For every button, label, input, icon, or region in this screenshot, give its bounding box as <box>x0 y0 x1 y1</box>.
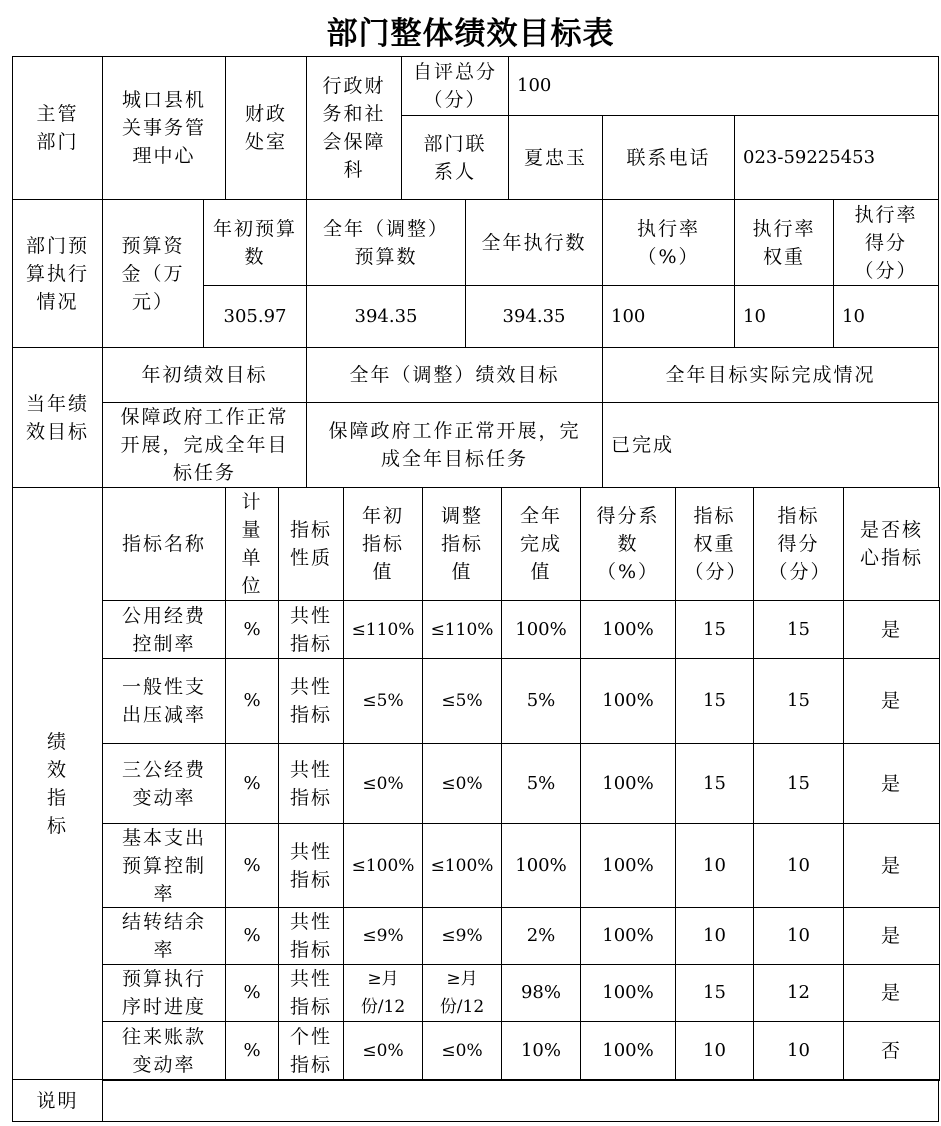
indicator-row-1-col-1-cell <box>102 600 226 659</box>
indicator-row-5-col-9: 10 <box>787 925 810 946</box>
indicator-row-4-col-6: 100% <box>515 854 567 876</box>
self-score-label: 自评总分（分） <box>412 61 497 111</box>
indicator-header-cell <box>102 487 226 601</box>
goals-header-cell <box>102 347 307 403</box>
indicator-row-7-col-5-cell <box>422 1021 502 1081</box>
indicator-row-4-col-7-cell <box>580 823 676 908</box>
note-value-cell <box>102 1079 939 1122</box>
indicator-row-6-col-1: 预算执行序时进度 <box>121 968 206 1018</box>
budget-value: 100 <box>611 305 646 327</box>
budget-value: 10 <box>743 305 766 327</box>
indicator-row-7-col-7-cell <box>580 1021 676 1081</box>
indicator-row-7-col-7: 100% <box>602 1040 654 1061</box>
indicator-row-3-col-2: % <box>243 772 261 794</box>
budget-header: 执行率（%） <box>636 217 700 268</box>
indicator-row-5-col-4: ≤9% <box>362 926 404 946</box>
office-label: 财政处室 <box>244 103 287 153</box>
indicator-row-7-col-9-cell <box>753 1021 844 1081</box>
indicator-row-7-col-2: % <box>243 1040 261 1061</box>
indicator-row-6-col-7-cell <box>580 964 676 1022</box>
indicator-row-4-col-8-cell <box>675 823 754 908</box>
indicator-row-6-col-10-cell <box>843 964 940 1022</box>
indicator-row-3-col-8-cell <box>675 743 754 824</box>
indicator-row-2-col-5-cell <box>422 658 502 744</box>
indicator-row-1-col-7: 100% <box>602 618 654 640</box>
indicator-row-5-col-6: 2% <box>526 925 556 946</box>
indicator-row-1-col-5: ≤110% <box>430 619 494 640</box>
indicator-row-6-col-1-cell <box>102 964 226 1022</box>
indicator-row-3-col-6: 5% <box>526 772 556 794</box>
indicator-row-3-col-10-cell <box>843 743 940 824</box>
indicator-row-6-col-4: ≥月份/12 <box>360 969 406 1017</box>
indicator-row-6-col-6-cell <box>501 964 581 1022</box>
indicator-row-7-col-3-cell <box>278 1021 344 1081</box>
budget-header-cell <box>306 199 466 286</box>
contact-value-cell <box>508 115 603 200</box>
goals-section-cell <box>12 347 103 488</box>
indicator-row-1-col-8: 15 <box>703 618 726 640</box>
indicator-row-5-col-9-cell <box>753 907 844 965</box>
indicator-header: 指标权重（分） <box>684 505 748 583</box>
budget-header: 年初预算数 <box>212 217 297 268</box>
indicator-row-3-col-3-cell <box>278 743 344 824</box>
budget-funds-label: 预算资金（万元） <box>121 234 185 313</box>
indicators-section-cell <box>12 487 103 1080</box>
indicator-row-6-col-9: 12 <box>787 982 810 1003</box>
indicator-row-1-col-8-cell <box>675 600 754 659</box>
indicator-row-5-col-6-cell <box>501 907 581 965</box>
goals-value: 保障政府工作正常开展，完成全年目标任务 <box>120 406 289 484</box>
indicator-row-2-col-2: % <box>243 690 261 711</box>
indicator-row-4-col-9: 10 <box>787 854 810 876</box>
goals-header-cell <box>306 347 603 403</box>
dept-label: 主管部门 <box>36 103 79 153</box>
indicator-row-7-col-4: ≤0% <box>362 1041 404 1061</box>
phone-label-cell <box>602 115 735 200</box>
indicator-row-3-col-9: 15 <box>787 772 810 794</box>
indicator-row-5-col-7-cell <box>580 907 676 965</box>
indicator-row-1-col-5-cell <box>422 600 502 659</box>
goals-value-cell <box>602 402 939 488</box>
indicator-row-4-col-7: 100% <box>602 854 654 876</box>
indicator-header: 是否核心指标 <box>859 519 923 569</box>
budget-value-cell <box>306 285 466 348</box>
indicator-row-1-col-2-cell <box>225 600 279 659</box>
budget-header: 执行率权重 <box>752 217 816 268</box>
indicator-row-7-col-10-cell <box>843 1021 940 1081</box>
indicator-row-7-col-4-cell <box>343 1021 423 1081</box>
goals-section-label: 当年绩效目标 <box>25 392 89 443</box>
indicator-row-5-col-7: 100% <box>602 925 654 946</box>
indicator-row-7-col-1-cell <box>102 1021 226 1081</box>
indicator-row-4-col-1: 基本支出预算控制率 <box>121 826 206 905</box>
indicator-row-2-col-3-cell <box>278 658 344 744</box>
indicator-header: 计量单位 <box>241 491 263 597</box>
indicator-row-3-col-2-cell <box>225 743 279 824</box>
indicator-row-5-col-1: 结转结余率 <box>121 911 206 961</box>
indicator-row-5-col-2-cell <box>225 907 279 965</box>
indicator-row-2-col-5: ≤5% <box>441 691 483 711</box>
indicator-row-2-col-7: 100% <box>602 690 654 711</box>
budget-header: 执行率得分（分） <box>854 203 918 282</box>
indicator-header: 得分系数（%） <box>596 505 660 583</box>
indicator-row-5-col-8-cell <box>675 907 754 965</box>
budget-value-cell <box>602 285 735 348</box>
dept-value: 城口县机关事务管理中心 <box>121 89 206 167</box>
indicator-row-2-col-9-cell <box>753 658 844 744</box>
indicator-header: 指标得分（分） <box>768 505 832 583</box>
budget-value-cell <box>734 285 834 348</box>
indicator-row-1-col-1: 公用经费控制率 <box>121 604 206 655</box>
indicator-row-1-col-10: 是 <box>880 618 902 641</box>
indicator-header-cell <box>422 487 502 601</box>
budget-header: 全年（调整）预算数 <box>322 217 449 268</box>
indicator-row-3-col-4: ≤0% <box>362 773 404 794</box>
indicator-row-7-col-9: 10 <box>787 1040 810 1061</box>
indicator-row-3-col-6-cell <box>501 743 581 824</box>
indicator-row-3-col-5-cell <box>422 743 502 824</box>
indicator-row-1-col-3-cell <box>278 600 344 659</box>
indicator-row-6-col-5-cell <box>422 964 502 1022</box>
indicator-row-1-col-6: 100% <box>515 618 567 640</box>
budget-value-cell <box>203 285 307 348</box>
page-title: 部门整体绩效目标表 <box>326 16 615 52</box>
indicator-row-1-col-9: 15 <box>787 618 810 640</box>
indicator-row-2-col-8-cell <box>675 658 754 744</box>
indicator-row-7-col-6-cell <box>501 1021 581 1081</box>
indicator-row-4-col-5: ≤100% <box>430 855 494 876</box>
phone-value-cell <box>734 115 939 200</box>
budget-section-label: 部门预算执行情况 <box>25 234 89 313</box>
dept-label-cell <box>12 56 103 200</box>
indicator-row-2-col-6: 5% <box>526 690 556 711</box>
budget-section-cell <box>12 199 103 348</box>
indicator-row-4-col-6-cell <box>501 823 581 908</box>
indicator-row-6-col-7: 100% <box>602 982 654 1003</box>
indicator-row-4-col-5-cell <box>422 823 502 908</box>
indicator-header: 年初指标值 <box>361 505 404 583</box>
indicator-row-6-col-2-cell <box>225 964 279 1022</box>
indicator-row-7-col-2-cell <box>225 1021 279 1081</box>
indicator-row-3-col-3: 共性指标 <box>289 758 332 809</box>
indicator-row-6-col-2: % <box>243 982 261 1003</box>
indicator-row-4-col-10-cell <box>843 823 940 908</box>
indicator-row-4-col-4: ≤100% <box>351 855 415 876</box>
indicator-header-cell <box>580 487 676 601</box>
budget-header-cell <box>203 199 307 286</box>
indicator-row-6-col-4-cell <box>343 964 423 1022</box>
indicator-row-1-col-2: % <box>243 618 261 640</box>
indicator-row-3-col-8: 15 <box>703 772 726 794</box>
indicator-row-5-col-2: % <box>243 925 261 946</box>
goals-value: 保障政府工作正常开展，完成全年目标任务 <box>328 420 581 470</box>
indicator-row-4-col-2-cell <box>225 823 279 908</box>
indicator-row-2-col-3: 共性指标 <box>289 676 332 726</box>
indicator-row-4-col-3-cell <box>278 823 344 908</box>
goals-header-cell <box>602 347 939 403</box>
budget-value-cell <box>833 285 939 348</box>
indicator-row-3-col-7-cell <box>580 743 676 824</box>
indicator-row-2-col-1: 一般性支出压减率 <box>121 676 206 726</box>
indicator-row-7-col-3: 个性指标 <box>289 1026 332 1076</box>
phone-label: 联系电话 <box>626 146 711 169</box>
indicator-header-cell <box>343 487 423 601</box>
indicator-row-4-col-8: 10 <box>703 854 726 876</box>
budget-value: 394.35 <box>502 305 566 327</box>
indicator-row-3-col-10: 是 <box>880 772 902 795</box>
indicator-row-5-col-5: ≤9% <box>441 926 483 946</box>
indicator-row-2-col-1-cell <box>102 658 226 744</box>
goals-header: 全年（调整）绩效目标 <box>349 364 560 386</box>
indicator-row-7-col-1: 往来账款变动率 <box>121 1026 206 1076</box>
indicator-header-cell <box>753 487 844 601</box>
indicator-row-3-col-9-cell <box>753 743 844 824</box>
indicator-row-2-col-2-cell <box>225 658 279 744</box>
office-value-cell <box>306 56 402 200</box>
indicator-header: 指标性质 <box>289 519 332 569</box>
indicator-row-3-col-5: ≤0% <box>441 773 483 794</box>
self-score-value-cell <box>508 56 939 116</box>
indicator-row-3-col-1-cell <box>102 743 226 824</box>
indicator-row-7-col-8-cell <box>675 1021 754 1081</box>
office-value: 行政财务和社会保障科 <box>322 75 386 181</box>
indicator-row-7-col-10: 否 <box>880 1040 902 1062</box>
goals-value-cell <box>306 402 603 488</box>
goals-header: 全年目标实际完成情况 <box>665 364 876 386</box>
indicator-row-2-col-10: 是 <box>880 690 902 712</box>
indicator-header-cell <box>278 487 344 601</box>
indicator-row-2-col-9: 15 <box>787 690 810 711</box>
indicator-row-6-col-8: 15 <box>703 982 726 1003</box>
indicator-header-cell <box>843 487 940 601</box>
indicator-row-1-col-9-cell <box>753 600 844 659</box>
indicator-row-1-col-7-cell <box>580 600 676 659</box>
indicator-row-3-col-7: 100% <box>602 772 654 794</box>
note-label: 说明 <box>36 1089 79 1112</box>
budget-value-cell <box>465 285 603 348</box>
indicator-header: 全年完成值 <box>519 505 562 583</box>
indicator-row-6-col-5: ≥月份/12 <box>439 969 485 1017</box>
phone-value: 023-59225453 <box>743 146 876 168</box>
contact-label-cell <box>401 115 509 200</box>
indicator-row-2-col-4: ≤5% <box>362 691 404 711</box>
indicator-row-6-col-6: 98% <box>520 982 561 1003</box>
indicator-row-1-col-4-cell <box>343 600 423 659</box>
budget-header-cell <box>833 199 939 286</box>
budget-value: 305.97 <box>223 305 287 327</box>
indicator-row-7-col-6: 10% <box>520 1040 561 1061</box>
indicator-row-6-col-9-cell <box>753 964 844 1022</box>
indicator-row-5-col-8: 10 <box>703 925 726 946</box>
indicator-row-7-col-8: 10 <box>703 1040 726 1061</box>
indicator-row-5-col-4-cell <box>343 907 423 965</box>
self-score-value: 100 <box>517 75 552 96</box>
indicator-row-4-col-10: 是 <box>880 854 902 877</box>
indicator-row-3-col-1: 三公经费变动率 <box>121 758 206 809</box>
indicator-row-2-col-8: 15 <box>703 690 726 711</box>
goals-header: 年初绩效目标 <box>141 364 268 386</box>
indicator-row-2-col-6-cell <box>501 658 581 744</box>
indicator-row-7-col-5: ≤0% <box>441 1041 483 1061</box>
indicator-header: 指标名称 <box>121 533 206 555</box>
indicator-row-1-col-6-cell <box>501 600 581 659</box>
indicator-row-1-col-3: 共性指标 <box>289 604 332 655</box>
self-score-label-cell <box>401 56 509 116</box>
indicator-row-6-col-3: 共性指标 <box>289 968 332 1018</box>
indicator-row-4-col-2: % <box>243 854 261 876</box>
goals-value-cell <box>102 402 307 488</box>
indicator-row-6-col-10: 是 <box>880 982 902 1004</box>
indicator-row-5-col-3-cell <box>278 907 344 965</box>
indicator-row-1-col-10-cell <box>843 600 940 659</box>
budget-header-cell <box>602 199 735 286</box>
budget-funds-cell <box>102 199 204 348</box>
contact-label: 部门联系人 <box>423 132 487 183</box>
indicator-row-6-col-3-cell <box>278 964 344 1022</box>
budget-header-cell <box>734 199 834 286</box>
budget-value: 394.35 <box>354 305 418 327</box>
budget-header-cell <box>465 199 603 286</box>
indicator-row-1-col-4: ≤110% <box>351 619 415 640</box>
budget-header: 全年执行数 <box>481 231 587 254</box>
indicator-row-5-col-10-cell <box>843 907 940 965</box>
indicator-row-4-col-3: 共性指标 <box>289 840 332 891</box>
indicator-header-cell <box>225 487 279 601</box>
indicator-row-4-col-1-cell <box>102 823 226 908</box>
indicator-header: 调整指标值 <box>440 505 483 583</box>
contact-value: 夏忠玉 <box>523 146 587 169</box>
indicator-row-6-col-8-cell <box>675 964 754 1022</box>
indicator-row-5-col-3: 共性指标 <box>289 911 332 961</box>
dept-value-cell <box>102 56 226 200</box>
indicator-row-5-col-1-cell <box>102 907 226 965</box>
indicator-row-2-col-7-cell <box>580 658 676 744</box>
indicator-row-4-col-4-cell <box>343 823 423 908</box>
indicators-section-label: 绩效指标 <box>46 730 68 837</box>
office-label-cell <box>225 56 307 200</box>
indicator-row-4-col-9-cell <box>753 823 844 908</box>
goals-value: 已完成 <box>611 434 675 456</box>
note-label-cell <box>12 1079 103 1122</box>
budget-value: 10 <box>842 305 865 327</box>
indicator-row-5-col-10: 是 <box>880 925 902 947</box>
indicator-row-2-col-10-cell <box>843 658 940 744</box>
indicator-row-2-col-4-cell <box>343 658 423 744</box>
indicator-header-cell <box>501 487 581 601</box>
indicator-header-cell <box>675 487 754 601</box>
indicator-row-3-col-4-cell <box>343 743 423 824</box>
indicator-row-5-col-5-cell <box>422 907 502 965</box>
